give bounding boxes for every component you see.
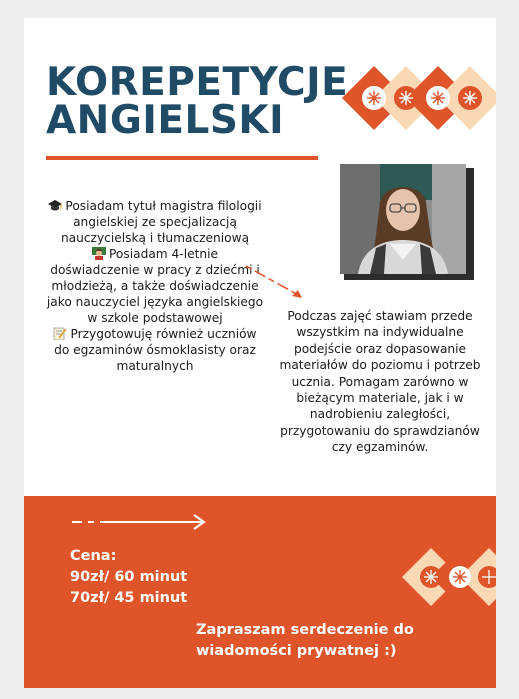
qualification-experience	[46, 246, 264, 326]
diamond-pattern-top	[342, 66, 496, 130]
diamond-pattern-bottom	[402, 548, 496, 606]
qualification-experience-text: Posiadam 4-letnie doświadczenie w pracy z dziećmi i młodzieżą, a także doświadczenie jako nauczyciel języka angielskiego w szkole podstawowej	[46, 247, 264, 325]
title-line-1: KOREPETYCJE	[46, 60, 349, 105]
qualification-exams	[46, 326, 264, 374]
title-line-2: ANGIELSKI	[46, 98, 285, 143]
price-label: Cena:	[70, 548, 117, 564]
qualification-degree	[46, 198, 264, 246]
teacher-icon	[92, 247, 106, 260]
portrait-photo	[340, 164, 475, 282]
price-60-minutes: 90zł/ 60 minut	[70, 569, 188, 585]
price-45-minutes: 70zł/ 45 minut	[70, 590, 188, 606]
dashed-arrow-icon	[244, 264, 306, 304]
contact-invitation: Zapraszam serdeczenie do wiadomości prywatnej :)	[196, 622, 414, 659]
title-underline	[46, 156, 318, 160]
flyer-title	[46, 60, 349, 143]
dashed-arrow-icon	[70, 512, 210, 532]
flyer-card	[24, 18, 496, 688]
approach-description: Podczas zajęć stawiam przede wszystkim na indywidualne podejście oraz dopasowanie materiałów do poziomu i potrzeb ucznia. Pomagam zarówno w bieżącym materiale, jak i w nadrobieniu zaległości, przygotowaniu do sprawdzianów czy egzaminów.	[279, 309, 481, 455]
memo-icon	[53, 327, 67, 340]
qualification-exams-text: Przygotowuję również uczniów do egzaminów ósmoklasisty oraz maturalnych	[54, 327, 257, 373]
graduation-cap-icon	[48, 199, 62, 212]
price-list	[70, 546, 187, 609]
qualification-degree-text: Posiadam tytuł magistra filologii angielskiej ze specjalizacją nauczycielską i tłumaczeniową	[60, 199, 262, 245]
qualifications-text	[46, 198, 264, 374]
